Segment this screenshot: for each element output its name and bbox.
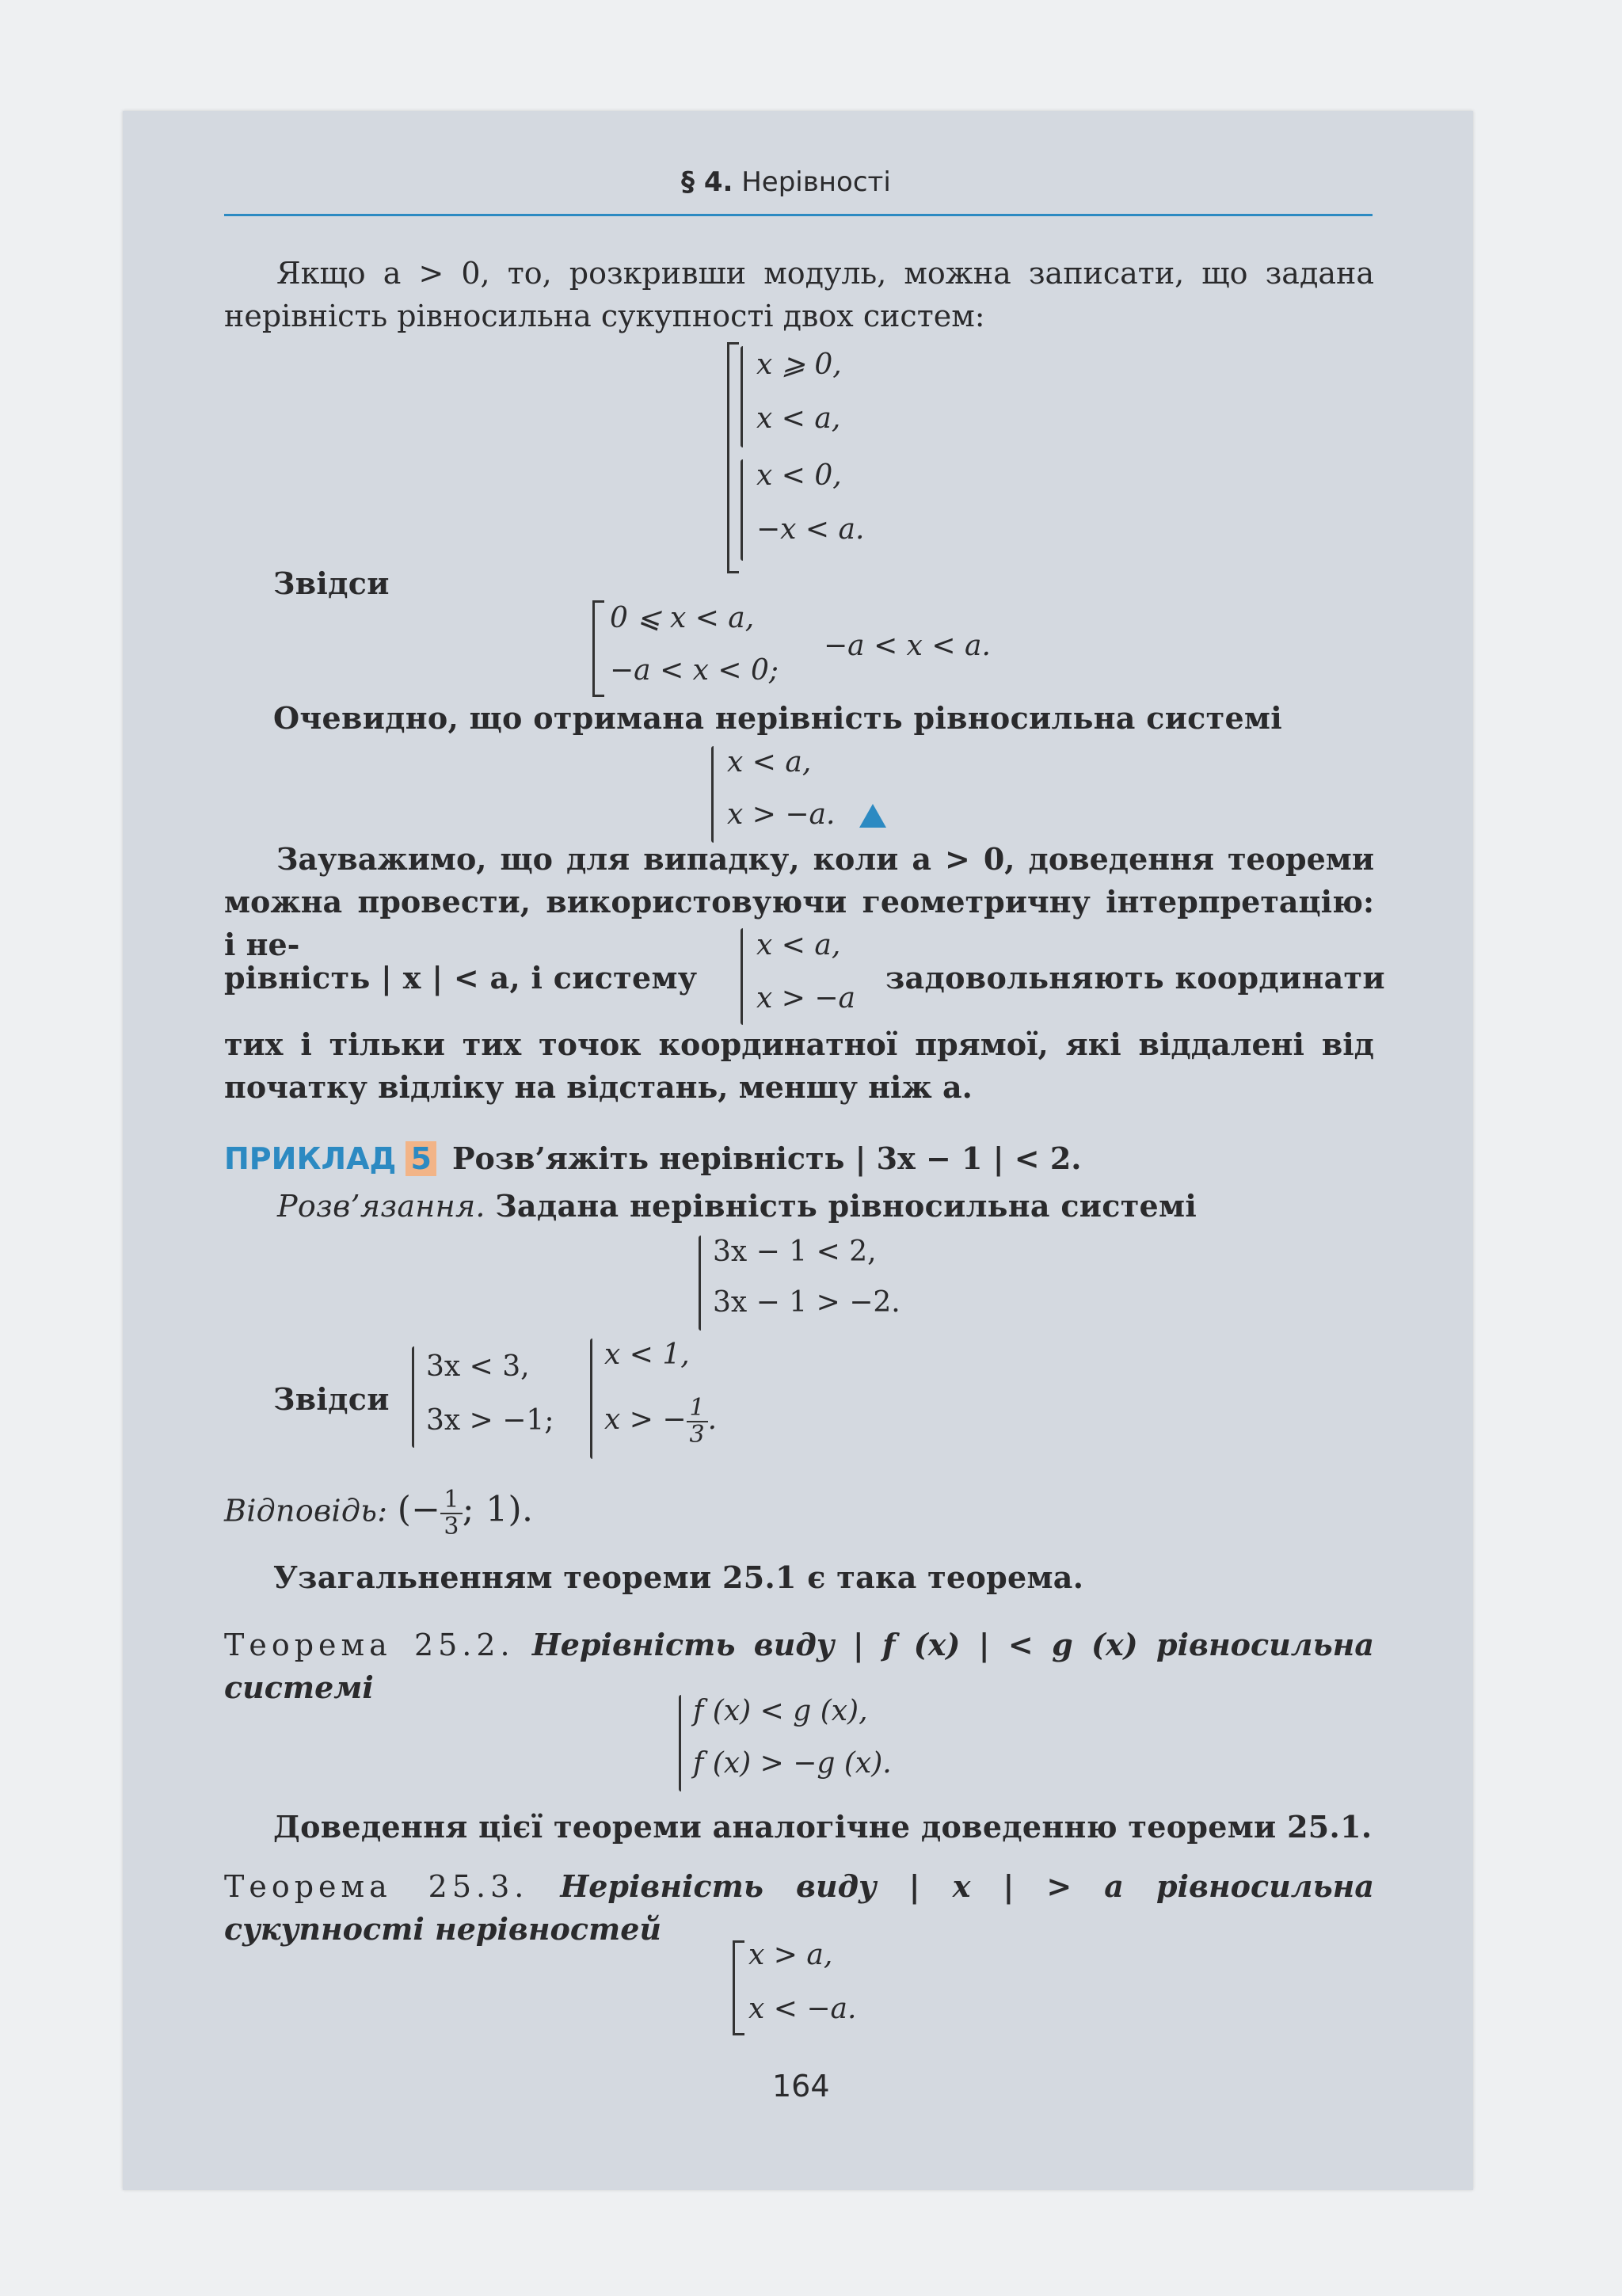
- remark-line3-end: задовольняють координати: [885, 960, 1385, 996]
- system-brace-7: [590, 1338, 592, 1459]
- theorem-25-3-label: Теорема 25.3.: [224, 1869, 529, 1904]
- zvidsy-label-2: Звідси: [273, 1381, 390, 1417]
- example-heading: [224, 1140, 1082, 1176]
- example-label: ПРИКЛАД: [224, 1141, 397, 1176]
- answer-close: ; 1).: [462, 1489, 534, 1530]
- p3sys-line2: x > −a: [756, 982, 855, 1015]
- system-brace-6: [412, 1346, 414, 1448]
- sys4-line1: f (x) < g (x),: [693, 1695, 868, 1727]
- system-brace-5: [699, 1236, 701, 1331]
- zvidsy1-line1: 0 ⩽ x < a,: [610, 602, 755, 634]
- example-number: 5: [406, 1141, 436, 1176]
- sys3-line2: 3x − 1 > −2.: [713, 1286, 900, 1319]
- sys1-line2: x < a,: [756, 402, 841, 435]
- union-bracket: [727, 342, 729, 573]
- zvidsy2-line2: 3x > −1;: [426, 1404, 554, 1437]
- sys4-line2: f (x) > −g (x).: [693, 1747, 892, 1780]
- fraction-denominator: 3: [689, 1421, 705, 1449]
- zvidsy1-line2: −a < x < 0;: [610, 654, 779, 687]
- union-bracket-3: [733, 1940, 735, 2035]
- sys3-line1: 3x − 1 < 2,: [713, 1236, 877, 1268]
- sys2-line2: x > −a.: [727, 798, 836, 831]
- answer-line: [224, 1487, 533, 1540]
- system-brace-4: [741, 928, 743, 1025]
- sys2-line1: x < a,: [727, 746, 812, 779]
- theorem-25-2-text: Нерівність виду | f (x) | < g (x) рівносильна системі: [224, 1627, 1374, 1705]
- zvidsy2-line4: [604, 1395, 717, 1448]
- answer-fraction: [440, 1487, 462, 1540]
- theorem-25-2-label: Теорема 25.2.: [224, 1628, 515, 1662]
- answer-fraction-den: 3: [444, 1513, 459, 1540]
- p3sys-line1: x < a,: [756, 929, 841, 961]
- zvidsy1-result: −a < x < a.: [824, 630, 991, 662]
- paragraph-obviously: Очевидно, що отримана нерівність рівносильна системі: [273, 700, 1282, 736]
- fraction-numerator: 1: [687, 1395, 708, 1422]
- sys5-line2: x < −a.: [748, 1993, 857, 2025]
- header-title: Нерівності: [741, 166, 891, 198]
- header-rule: [224, 214, 1373, 216]
- paragraph-generalization: Узагальненням теореми 25.1 є така теорема.: [273, 1559, 1084, 1595]
- theorem-25-3: [224, 1865, 1374, 1951]
- system-brace-1: [741, 346, 743, 447]
- running-header: [681, 166, 891, 198]
- header-section: § 4.: [681, 166, 733, 198]
- sys1-line1: x ⩾ 0,: [756, 348, 842, 381]
- example-text: Розв’яжіть нерівність | 3x − 1 | < 2.: [451, 1140, 1082, 1176]
- answer-label: Відповідь:: [224, 1493, 388, 1529]
- answer-open: (−: [397, 1489, 441, 1530]
- end-of-proof-icon: [859, 804, 886, 831]
- solution-line: [277, 1185, 1197, 1228]
- zvidsy-label-1: Звідси: [273, 565, 390, 601]
- zvidsy2-line4-end: .: [707, 1403, 718, 1436]
- remark-line4: тих і тільки тих точок координатної прямої, які віддалені від початку відліку на відстань, меншу ніж a.: [224, 1026, 1374, 1105]
- system-brace-3: [711, 746, 714, 843]
- system-brace-8: [679, 1695, 681, 1791]
- remark-line3-start: рівність | x | < a, і систему: [224, 960, 698, 996]
- theorem-25-3-text: Нерівність виду | x | > a рівносильна сукупності нерівностей: [224, 1868, 1374, 1947]
- paragraph-remark: Зауважимо, що для випадку, коли a > 0, доведення теореми можна провести, використовуючи геометричну інтерпретацію: і не-: [224, 841, 1374, 962]
- fraction-one-third: [687, 1395, 708, 1448]
- solution-text: Задана нерівність рівносильна системі: [495, 1188, 1197, 1224]
- paragraph-intro: Якщо a > 0, то, розкривши модуль, можна записати, що задана нерівність рівносильна сукупності двох систем:: [224, 256, 1374, 333]
- zvidsy2-line4-lead: x > −: [604, 1403, 687, 1436]
- page-number: 164: [772, 2069, 830, 2104]
- sys1-line3: x < 0,: [756, 459, 842, 492]
- zvidsy2-line1: 3x < 3,: [426, 1350, 530, 1383]
- paragraph-proof-analog: Доведення цієї теореми аналогічне доведенню теореми 25.1.: [273, 1809, 1373, 1845]
- sys1-line4: −x < a.: [756, 513, 865, 546]
- solution-label: Розв’язання.: [277, 1189, 485, 1224]
- union-bracket-2: [592, 600, 595, 697]
- system-brace-2: [741, 459, 743, 561]
- zvidsy2-line3: x < 1,: [604, 1338, 690, 1371]
- sys5-line1: x > a,: [748, 1939, 833, 1971]
- answer-fraction-num: 1: [440, 1487, 462, 1514]
